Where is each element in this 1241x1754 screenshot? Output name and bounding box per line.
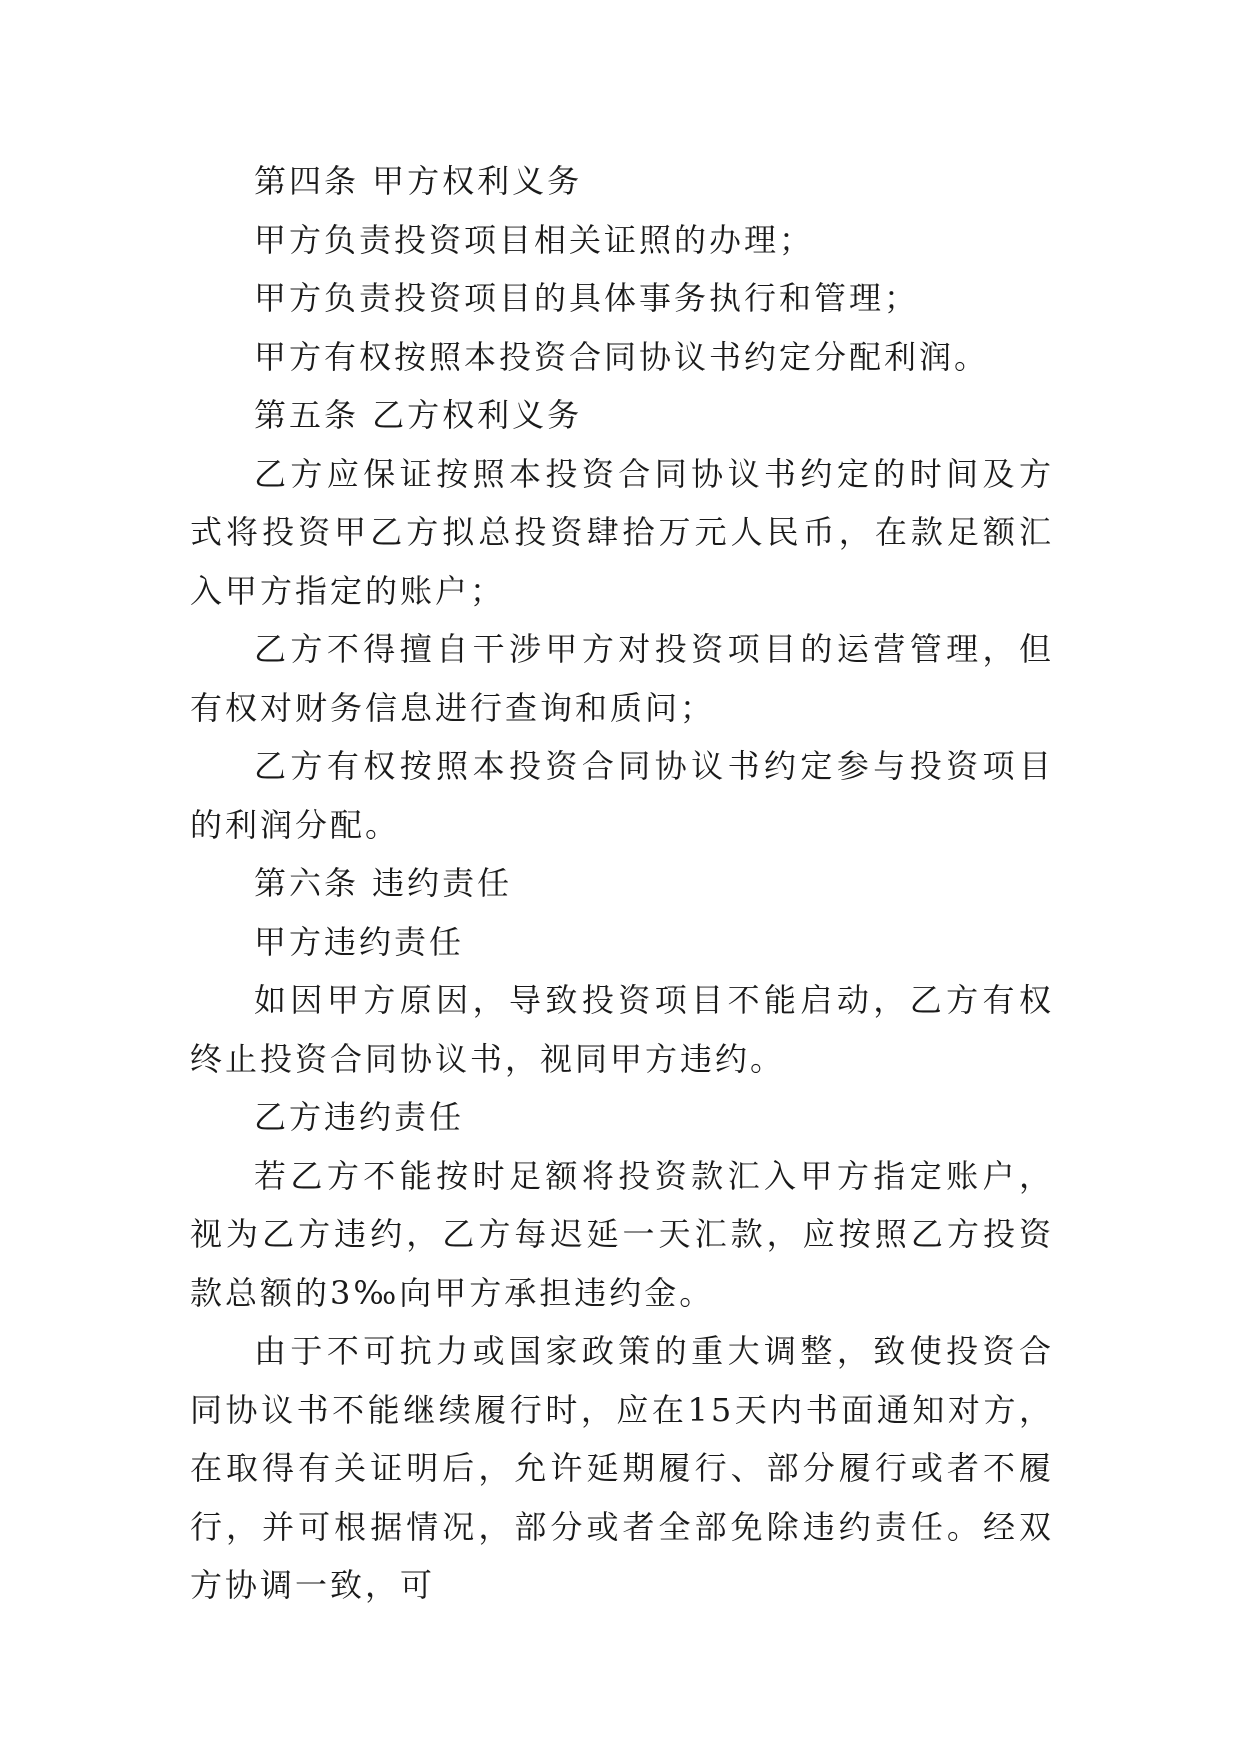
party-b-liability-heading: 乙方违约责任 <box>254 1098 465 1136</box>
article-4-item-2: 甲方负责投资项目的具体事务执行和管理； <box>254 279 920 317</box>
party-b-liability-text: 若乙方不能按时足额将投资款汇入甲方指定账户，视为乙方违约，乙方每迟延一天汇款，应按照乙方投资款总额的3‰向甲方承担违约金。 <box>190 1156 1054 1312</box>
article-5-title: 第五条 乙方权利义务 <box>254 396 583 434</box>
force-majeure-text: 由于不可抗力或国家政策的重大调整，致使投资合同协议书不能继续履行时，应在15天内书面通知对方，在取得有关证明后，允许延期履行、部分履行或者不履行，并可根据情况，部分或者全部免除违约责任。经双方协调一致，可 <box>190 1332 1054 1604</box>
article-4-item-3: 甲方有权按照本投资合同协议书约定分配利润。 <box>254 337 990 376</box>
party-a-liability-text: 如因甲方原因，导致投资项目不能启动，乙方有权终止投资合同协议书，视同甲方违约。 <box>190 981 1054 1078</box>
article-4-title: 第四条 甲方权利义务 <box>254 162 583 200</box>
article-5-item-2: 乙方不得擅自干涉甲方对投资项目的运营管理，但有权对财务信息进行查询和质问； <box>190 630 1054 727</box>
article-5-item-3: 乙方有权按照本投资合同协议书约定参与投资项目的利润分配。 <box>190 747 1054 844</box>
article-5-item-1: 乙方应保证按照本投资合同协议书约定的时间及方式将投资甲乙方拟总投资肆拾万元人民币，在款足额汇入甲方指定的账户； <box>190 454 1054 610</box>
article-6-title: 第六条 违约责任 <box>254 864 513 902</box>
party-a-liability-heading: 甲方违约责任 <box>254 922 465 961</box>
article-4-item-1: 甲方负责投资项目相关证照的办理； <box>254 220 815 259</box>
document-body <box>190 152 1054 1615</box>
